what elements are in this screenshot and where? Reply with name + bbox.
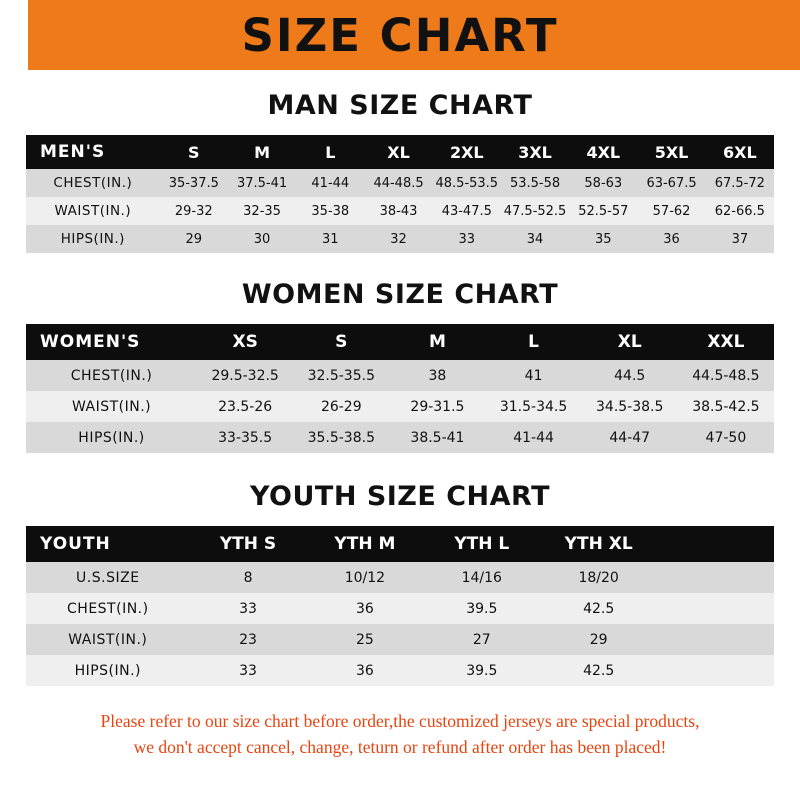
table-row [26, 562, 774, 593]
table-cell: 44-48.5 [373, 175, 424, 191]
table-header-cell: S [335, 332, 348, 352]
row-label: U.S.SIZE [76, 569, 140, 586]
table-row [26, 360, 774, 391]
header-banner [0, 0, 800, 70]
table-header-cell: XS [232, 332, 258, 352]
table-header-cell: L [528, 332, 539, 352]
footer-note [26, 708, 774, 761]
footer-note-line-2: we don't accept cancel, change, teturn or refund after order has been placed! [133, 737, 667, 758]
table-cell: 33-35.5 [218, 429, 273, 446]
table-cell: 52.5-57 [578, 203, 629, 219]
table-cell: 38.5-42.5 [692, 398, 760, 415]
table-cell: 30 [253, 231, 271, 247]
table-cell: 39.5 [466, 600, 498, 617]
table-cell: 32-35 [243, 203, 281, 219]
footer-note-line-1: Please refer to our size chart before order,the customized jerseys are special products, [100, 711, 700, 731]
table-cell: 58-63 [584, 175, 623, 191]
man-size-table [26, 135, 774, 253]
table-cell: 38 [428, 367, 447, 384]
table-cell: 29.5-32.5 [211, 367, 279, 384]
table-header-cell: M [254, 142, 270, 162]
row-label: HIPS(IN.) [78, 429, 145, 446]
table-header-cell: MEN'S [40, 142, 106, 162]
table-cell: 57-62 [652, 203, 691, 219]
table-cell: 36 [663, 231, 680, 247]
table-cell: 29 [589, 631, 608, 648]
table-cell: 42.5 [583, 662, 615, 679]
table-cell: 29-31.5 [410, 398, 465, 415]
table-header-row [26, 526, 774, 562]
table-cell: 48.5-53.5 [435, 175, 499, 191]
table-header-cell: XL [617, 332, 642, 352]
table-cell: 63-67.5 [646, 175, 697, 191]
table-header-cell: 2XL [449, 142, 484, 162]
table-row [26, 225, 774, 253]
table-cell: 33 [239, 662, 257, 679]
table-header-cell: L [325, 142, 336, 162]
table-cell: 35-37.5 [168, 175, 219, 191]
table-cell: 53.5-58 [509, 175, 561, 191]
table-row [26, 422, 774, 453]
table-header-cell: S [188, 142, 200, 162]
row-label: WAIST(IN.) [54, 203, 132, 219]
row-label: CHEST(IN.) [67, 600, 149, 617]
table-cell [657, 593, 774, 624]
table-header-cell: XXL [707, 332, 745, 352]
row-label: HIPS(IN.) [74, 662, 142, 679]
table-header-cell: YTH XL [564, 534, 633, 554]
table-cell: 23.5-26 [218, 398, 273, 415]
table-header-row [26, 135, 774, 169]
table-cell: 41-44 [513, 429, 554, 446]
row-label: WAIST(IN.) [68, 631, 148, 648]
table-header-cell: WOMEN'S [40, 332, 141, 352]
table-cell: 27 [472, 631, 491, 648]
table-cell: 35.5-38.5 [307, 429, 375, 446]
table-header-cell: XL [387, 142, 410, 162]
table-cell: 29-32 [174, 203, 213, 219]
table-cell: 36 [355, 600, 374, 617]
table-cell: 36 [355, 662, 374, 679]
table-cell: 33 [458, 231, 476, 247]
table-cell: 32 [390, 231, 407, 247]
table-row [26, 169, 774, 197]
table-cell: 44-47 [609, 429, 651, 446]
banner-left-notch [0, 0, 28, 70]
table-row [26, 391, 774, 422]
table-header-cell: 5XL [654, 142, 689, 162]
table-cell: 31 [322, 231, 339, 247]
table-cell: 8 [243, 569, 253, 586]
table-header-row [26, 324, 774, 360]
table-cell: 44.5-48.5 [692, 367, 760, 384]
table-cell: 18/20 [578, 569, 619, 586]
row-label: CHEST(IN.) [53, 175, 133, 191]
table-cell: 23 [239, 631, 257, 648]
row-label: CHEST(IN.) [70, 367, 153, 384]
table-cell: 39.5 [466, 662, 498, 679]
table-cell: 31.5-34.5 [499, 398, 568, 415]
youth-size-table [26, 526, 774, 686]
table-cell: 42.5 [583, 600, 615, 617]
table-cell: 37.5-41 [236, 175, 288, 191]
table-row [26, 624, 774, 655]
table-cell: 38.5-41 [410, 429, 465, 446]
table-cell: 41-44 [311, 175, 350, 191]
table-cell: 38-43 [379, 203, 418, 219]
table-cell: 62-66.5 [714, 203, 765, 219]
table-cell: 35-38 [311, 203, 350, 219]
table-row [26, 655, 774, 686]
table-cell: 33 [239, 600, 257, 617]
table-cell: 35 [595, 231, 612, 247]
table-cell: 14/16 [461, 569, 502, 586]
women-size-table [26, 324, 774, 453]
table-cell: 47-50 [705, 429, 747, 446]
table-cell: 32.5-35.5 [307, 367, 375, 384]
table-cell: 10/12 [344, 569, 386, 586]
table-header-cell [657, 526, 774, 562]
table-cell: 67.5-72 [714, 175, 765, 191]
table-row [26, 593, 774, 624]
table-header-cell: YTH M [334, 534, 396, 554]
table-cell: 34.5-38.5 [596, 398, 664, 415]
row-label: HIPS(IN.) [60, 231, 125, 247]
table-cell: 43-47.5 [441, 203, 492, 219]
table-cell: 47.5-52.5 [503, 203, 567, 219]
youth-section-title: YOUTH SIZE CHART [249, 481, 551, 512]
table-cell: 44.5 [614, 367, 646, 384]
table-cell [657, 655, 774, 686]
table-cell: 37 [731, 231, 749, 247]
table-cell: 25 [355, 631, 374, 648]
page-title: SIZE CHART [241, 8, 559, 62]
table-header-cell: M [428, 332, 446, 352]
table-row [26, 197, 774, 225]
table-cell: 41 [524, 367, 543, 384]
table-header-cell: YTH S [219, 534, 277, 554]
table-cell [657, 624, 774, 655]
table-header-cell: 6XL [723, 142, 757, 162]
table-header-cell: YOUTH [40, 534, 111, 554]
table-header-cell: 3XL [518, 142, 552, 162]
table-cell [657, 562, 774, 593]
table-header-cell: YTH L [454, 534, 510, 554]
table-cell: 26-29 [320, 398, 362, 415]
table-cell: 29 [185, 231, 203, 247]
women-section-title: WOMEN SIZE CHART [241, 279, 559, 310]
table-header-cell: 4XL [586, 142, 621, 162]
man-section-title: MAN SIZE CHART [267, 90, 533, 121]
content-area [0, 90, 800, 761]
row-label: WAIST(IN.) [71, 398, 152, 415]
table-cell: 34 [526, 231, 544, 247]
